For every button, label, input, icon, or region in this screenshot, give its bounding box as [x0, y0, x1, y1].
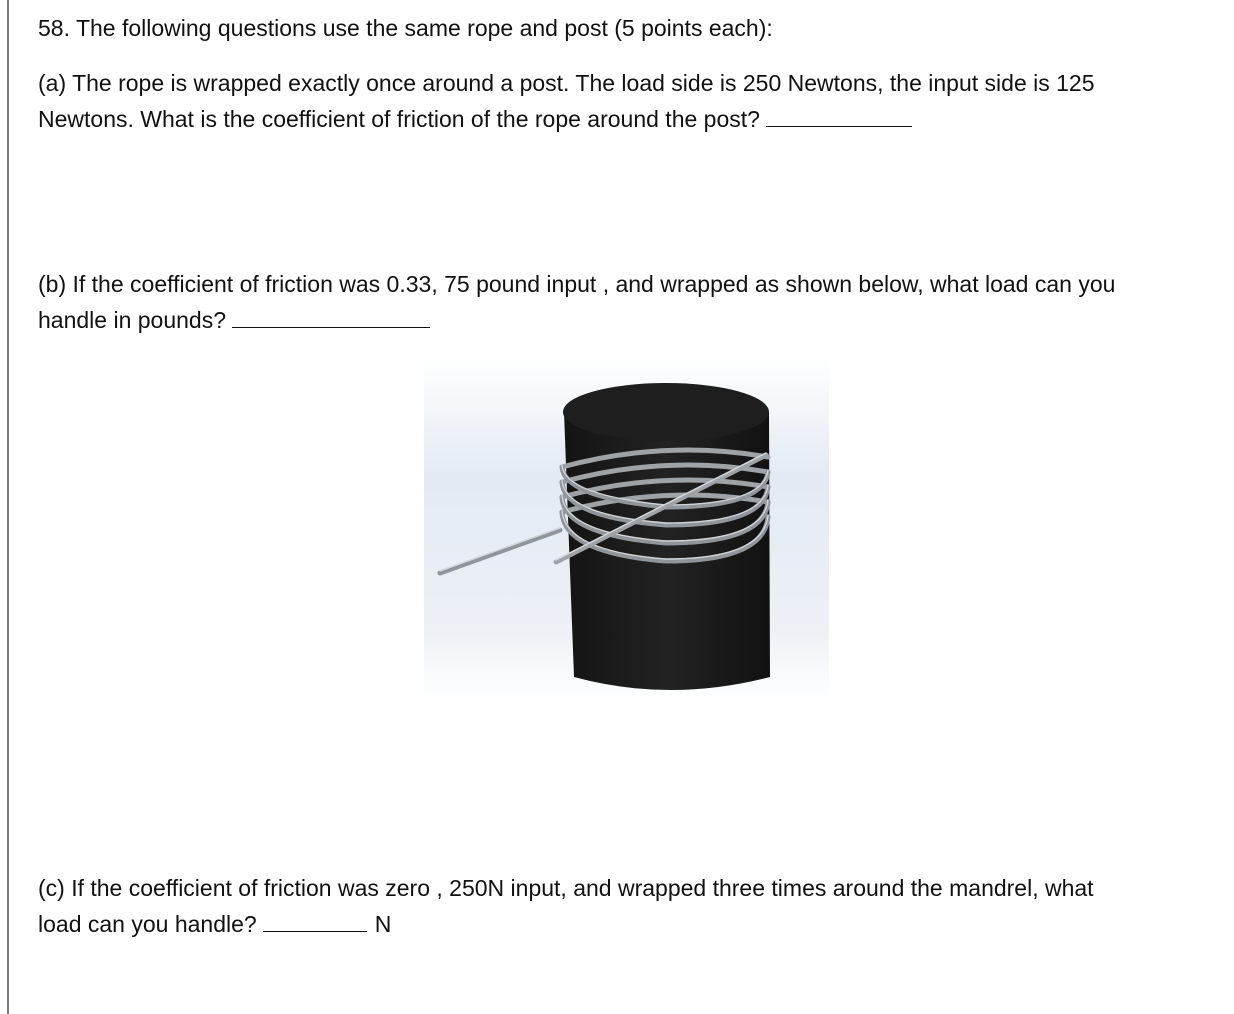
part-b-line2-wrap	[38, 302, 1218, 338]
part-c-line2-wrap	[38, 906, 1218, 942]
rope-post-figure	[424, 357, 829, 700]
part-a-answer-blank[interactable]	[766, 104, 912, 127]
part-a-line1: (a) The rope is wrapped exactly once around a post. The load side is 250 Newtons, the input side is 125	[38, 70, 1095, 96]
question-header-text: 58. The following questions use the same rope and post (5 points each):	[38, 15, 773, 41]
part-b-answer-blank[interactable]	[232, 305, 430, 328]
part-a-line2: Newtons. What is the coefficient of friction of the rope around the post?	[38, 106, 760, 132]
rope-wrapped-post-illustration-icon	[424, 357, 829, 700]
part-a-line2-wrap	[38, 101, 1218, 137]
part-b-line1: (b) If the coefficient of friction was 0.33, 75 pound input , and wrapped as shown below, what load can you	[38, 271, 1116, 297]
question-header	[38, 10, 1218, 46]
part-c-unit: N	[374, 911, 392, 937]
part-b	[38, 266, 1218, 338]
part-c	[38, 870, 1218, 942]
part-c-line2: load can you handle?	[38, 911, 257, 937]
part-c-line1: (c) If the coefficient of friction was zero , 250N input, and wrapped three times around the mandrel, what	[38, 875, 1094, 901]
part-c-answer-blank[interactable]	[263, 909, 367, 932]
part-a	[38, 65, 1218, 137]
page-left-border	[7, 0, 9, 1014]
part-b-line2: handle in pounds?	[38, 307, 226, 333]
